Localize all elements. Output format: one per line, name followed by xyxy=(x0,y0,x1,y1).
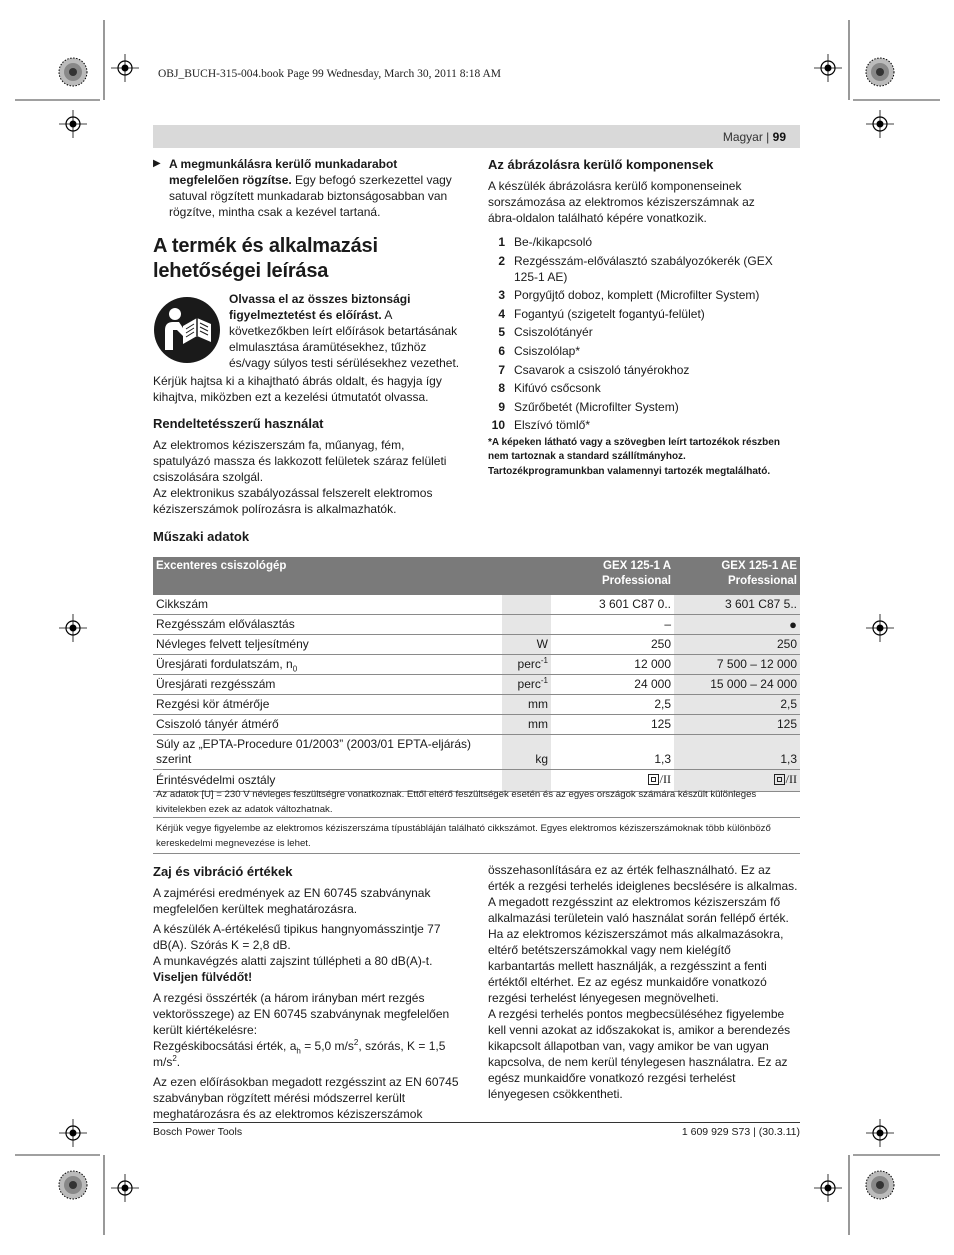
safety-warning xyxy=(229,291,469,371)
specs-header-row xyxy=(153,557,800,595)
intended-use-section xyxy=(153,416,458,517)
list-item-text: Fogantyú (szigetelt fogantyú-felület) xyxy=(514,306,705,321)
row-value-ae: 7 500 – 12 000 xyxy=(674,655,800,675)
noise-p2: A készülék A-értékelésű tipikus hangnyomásszintje 77 dB(A). Szórás K = 2,8 dB. xyxy=(153,922,441,952)
row-label: Érintésvédelmi osztály xyxy=(153,770,502,792)
row-value-ae: 3 601 C87 5.. xyxy=(674,595,800,615)
page-header-text xyxy=(723,130,786,144)
row-value-a: 12 000 xyxy=(551,655,674,675)
safety-bullet-text: Egy befogó szerkezettel vagy satuval rögzített munkadarab biztonságosabban van rögzítve, mintha csak a kezével tartaná. xyxy=(169,173,452,219)
noise-heading: Zaj és vibráció értékek xyxy=(153,864,293,879)
footer-doc-number: 1 609 929 S73 | (30.3.11) xyxy=(681,1126,800,1138)
table-row xyxy=(153,655,800,675)
protection-class-ae: /II xyxy=(785,772,797,786)
noise-section-right xyxy=(488,862,800,1102)
row-value-a: 1,3 xyxy=(551,735,674,770)
components-heading: Az ábrázolásra kerülő komponensek xyxy=(488,157,714,172)
row-label-line2: szerint xyxy=(156,752,192,766)
page-number: 99 xyxy=(772,130,786,144)
row-value-a: 250 xyxy=(551,635,674,655)
list-item-text: Porgyűjtő doboz, komplett (Microfilter System) xyxy=(514,288,760,303)
row-value-a: – xyxy=(551,615,674,635)
list-item-number: 8 xyxy=(498,381,505,396)
specs-header-ae xyxy=(674,557,800,595)
list-item-number: 9 xyxy=(498,399,505,414)
read-manual-icon xyxy=(153,296,221,364)
fold-out-note: Kérjük hajtsa ki a kihajtható ábrás oldalt, és hagyja így kihajtva, miközben ezt a kezelési útmutatót olvassa. xyxy=(153,374,442,404)
noise-p4: A rezgési összérték (a három irányban mért rezgés vektorösszege) az EN 60745 szabványnak megfelelően került kiértékelésre: xyxy=(153,991,450,1037)
row-label: Névleges felvett teljesítmény xyxy=(153,635,502,655)
row-label: Cikkszám xyxy=(153,595,502,615)
row-value-ae: 1,3 xyxy=(674,735,800,770)
list-item-text: Kifúvó csőcsonk xyxy=(514,381,601,396)
components-intro: A készülék ábrázolásra kerülő komponenseinek sorszámozása az elektromos kéziszerszámnak az ábra-oldalon található képére vonatkozik. xyxy=(488,179,755,225)
intended-use-heading: Rendeltetésszerű használat xyxy=(153,416,324,431)
list-item xyxy=(488,417,800,433)
table-row xyxy=(153,615,800,635)
specs-table xyxy=(153,557,800,792)
table-notes xyxy=(153,787,800,854)
list-item-number: 10 xyxy=(491,418,505,433)
list-item xyxy=(488,287,800,303)
row-value-ae: 250 xyxy=(674,635,800,655)
noise-p5-a: Rezgéskibocsátási érték, a xyxy=(153,1039,297,1053)
noise-r3: A rezgési terhelés pontos megbecsüléséhez figyelembe kell venni azokat az időszakokat is, amikor a berendezés kikapcsolt állapotban van, vagy amikor be van ugyan kapcsolva, de nem kerül ténylegesen használatra. Ez az egész munkaidőre vonatkozó rezgési terhelést lényegesen csökkentheti. xyxy=(488,1007,791,1101)
table-row xyxy=(153,735,800,770)
row-unit xyxy=(502,675,551,695)
protection-class-a: /II xyxy=(659,772,671,786)
intended-use-p2: Az elektronikus szabályozással felszerelt elektromos kéziszerszámok polírozásra is alkalmazhatók. xyxy=(153,486,433,516)
noise-p5 xyxy=(153,1038,468,1070)
row-unit xyxy=(502,655,551,675)
header-separator: | xyxy=(762,130,773,144)
bullet-arrow-icon: ▶ xyxy=(153,158,161,169)
row-label xyxy=(153,735,502,770)
page-header-bar xyxy=(153,125,800,148)
noise-p5-d: . xyxy=(176,1055,181,1069)
footer-rule xyxy=(153,1122,800,1123)
noise-p5-sup1: 2 xyxy=(353,1038,359,1047)
row-value-ae: ● xyxy=(674,615,800,635)
noise-r2: A megadott rezgésszint az elektromos kéziszerszám fő alkalmazási területein való használat során fellépő érték. Ha az elektromos kéziszerszámot más alkalmazásokra, eltérő betétszerszámokkal vagy nem kielégítő karbantartás mellett használják, a rezgésszint a fenti értéktől eltérhet. Ez az egész munkaidőre vonatkozó rezgési terhelést lényegesen megnövelheti. xyxy=(488,895,789,1005)
row-unit: kg xyxy=(502,735,551,770)
table-row xyxy=(153,695,800,715)
model-ae-line: Professional xyxy=(727,575,797,587)
row-unit: mm xyxy=(502,695,551,715)
list-item-number: 6 xyxy=(498,343,505,358)
row-value-ae: 2,5 xyxy=(674,695,800,715)
table-row xyxy=(153,635,800,655)
model-ae-name: GEX 125-1 AE xyxy=(721,560,797,572)
row-value-a: 3 601 C87 0.. xyxy=(551,595,674,615)
noise-p5-c: , szórás, K = 1,5 m/s xyxy=(153,1039,446,1069)
safety-bullet-bold: A megmunkálásra kerülő munkadarabot megfelelően rögzítse. xyxy=(169,157,398,187)
list-item-number: 5 xyxy=(498,325,505,340)
list-item-text: Rezgésszám-előválasztó szabályozókerék (GEX 125-1 AE) xyxy=(514,253,773,284)
row-label: Rezgésszám előválasztás xyxy=(153,615,502,635)
row-label xyxy=(153,655,502,675)
list-item-number: 3 xyxy=(498,288,505,303)
list-item xyxy=(488,362,800,378)
tech-data-heading: Műszaki adatok xyxy=(153,529,250,544)
noise-p5-b: = 5,0 m/s xyxy=(300,1039,354,1053)
table-note-2: Kérjük vegye figyelembe az elektromos kéziszerszáma típustábláján található cikkszámot. Egyes elektromos kéziszerszámoknak több különböző kereskedelmi megnevezése is lehet. xyxy=(153,818,800,854)
specs-header-unit xyxy=(502,557,551,595)
list-item xyxy=(488,324,800,340)
row-label-text: Üresjárati fordulatszám, n xyxy=(156,657,293,671)
components-section xyxy=(488,157,800,479)
model-a-name: GEX 125-1 A xyxy=(603,560,671,572)
list-item-text: Csiszolótányér xyxy=(514,325,593,340)
row-value-a: 125 xyxy=(551,715,674,735)
noise-p6: Az ezen előírásokban megadott rezgésszint az EN 60745 szabványban rögzített mérési módszerrel került meghatározásra és az elektromos kéziszerszámok xyxy=(153,1075,459,1121)
list-item-text: Be-/kikapcsoló xyxy=(514,235,593,249)
double-insulation-icon xyxy=(774,774,785,785)
safety-warning-text: A következőkben leírt előírások betartásának elmulasztása áramütésekhez, tűzhöz és/vagy súlyos testi sérülésekhez vezethet. xyxy=(229,308,460,370)
components-list xyxy=(488,234,800,433)
section-title: A termék és alkalmazási lehetőségei leírása xyxy=(153,235,378,282)
specs-header-label: Excenteres csiszológép xyxy=(153,557,502,595)
row-label-line1: Súly az „EPTA-Procedure 01/2003” (2003/01 EPTA-eljárás) xyxy=(156,737,472,751)
model-a-line: Professional xyxy=(601,575,671,587)
list-item xyxy=(488,253,800,285)
list-item xyxy=(488,343,800,359)
row-unit-text: perc xyxy=(517,677,541,691)
list-item xyxy=(488,306,800,322)
footer-brand: Bosch Power Tools xyxy=(153,1126,243,1138)
noise-p3-bold: Viseljen fülvédőt! xyxy=(153,970,253,984)
list-item-number: 1 xyxy=(498,235,505,249)
table-row xyxy=(153,715,800,735)
row-unit-sup: -1 xyxy=(540,656,548,665)
row-unit xyxy=(502,595,551,615)
list-item xyxy=(488,380,800,396)
row-label: Rezgési kör átmérője xyxy=(153,695,502,715)
row-value-a: 2,5 xyxy=(551,695,674,715)
row-unit: mm xyxy=(502,715,551,735)
row-label: Üresjárati rezgésszám xyxy=(153,675,502,695)
table-note-1: Az adatok [U] = 230 V névleges feszültségre vonatkoznak. Ettől eltérő feszültségek esetén és az egyes országok számára készült különleges kivitelekben ezek az adatok változhatnak. xyxy=(153,787,800,818)
list-item-number: 4 xyxy=(498,306,505,321)
safety-warning-bold: Olvassa el az összes biztonsági figyelmeztetést és előírást. xyxy=(229,292,411,322)
noise-p1: A zajmérési eredmények az EN 60745 szabványnak megfelelően kerültek meghatározásra. xyxy=(153,886,431,916)
noise-r1: összehasonlítására ez az érték felhasználható. Ez az érték a rezgési terhelés ideiglenes becslésére is alkalmas. xyxy=(488,863,798,893)
row-unit xyxy=(502,615,551,635)
language-label: Magyar xyxy=(722,130,763,144)
row-value-ae: 15 000 – 24 000 xyxy=(674,675,800,695)
list-item xyxy=(488,399,800,415)
row-value-a: 24 000 xyxy=(551,675,674,695)
table-row xyxy=(153,595,800,615)
row-unit-sup: -1 xyxy=(540,676,548,685)
list-item xyxy=(488,234,800,250)
noise-p5-sub: h xyxy=(296,1046,301,1056)
list-item-number: 7 xyxy=(498,362,505,377)
list-item-text: Csavarok a csiszoló tányérokhoz xyxy=(514,362,690,377)
noise-section-left xyxy=(153,864,468,1122)
list-item-number: 2 xyxy=(498,253,505,268)
list-item-text: Szűrőbetét (Microfilter System) xyxy=(514,399,679,414)
list-item-text: Csiszolólap* xyxy=(514,343,581,358)
row-label-sub: 0 xyxy=(292,664,298,674)
table-row xyxy=(153,675,800,695)
row-value-ae: 125 xyxy=(674,715,800,735)
row-unit: W xyxy=(502,635,551,655)
components-footnote: *A képeken látható vagy a szövegben leírt tartozékok részben nem tartoznak a standard szállítmányhoz. Tartozékprogramunkban valamennyi tartozék megtalálható. xyxy=(488,436,780,477)
noise-p3: A munkavégzés alatti zajszint túllépheti a 80 dB(A)-t. xyxy=(153,954,433,968)
intended-use-p1: Az elektromos kéziszerszám fa, műanyag, fém, spatulyázó massza és lakkozott felületek száraz felületi csiszolására szolgál. xyxy=(153,438,447,484)
list-item-text: Elszívó tömlő* xyxy=(514,418,591,433)
left-bullet-block xyxy=(153,156,465,220)
safety-bullet xyxy=(153,156,465,220)
row-label: Csiszoló tányér átmérő xyxy=(153,715,502,735)
file-header: OBJ_BUCH-315-004.book Page 99 Wednesday, March 30, 2011 8:18 AM xyxy=(158,68,501,80)
double-insulation-icon xyxy=(648,774,659,785)
noise-p5-sup2: 2 xyxy=(172,1054,177,1063)
row-unit-text: perc xyxy=(517,657,541,671)
specs-header-a xyxy=(551,557,674,595)
